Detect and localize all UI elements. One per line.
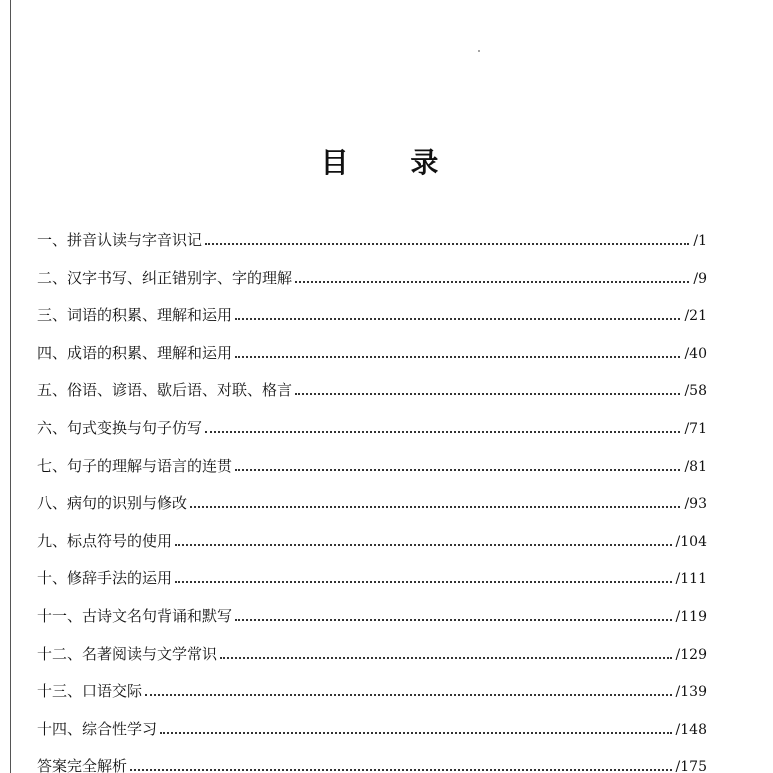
toc-dot-leader [235, 618, 672, 621]
toc-entry[interactable] [37, 752, 707, 773]
toc-page-number: /104 [675, 533, 707, 550]
toc-dot-leader [235, 468, 680, 471]
toc-page-number: /139 [675, 684, 707, 701]
toc-dot-leader [175, 543, 672, 546]
toc-entry[interactable] [37, 339, 707, 377]
toc-page-number: /9 [693, 270, 707, 287]
table-of-contents [37, 226, 707, 773]
toc-entry[interactable] [37, 527, 707, 565]
toc-entry-label: 十、修辞手法的运用 [37, 569, 173, 588]
toc-entry[interactable] [37, 452, 707, 490]
toc-dot-leader [235, 355, 680, 358]
toc-entry-label: 答案完全解析 [37, 757, 128, 773]
toc-entry[interactable] [37, 564, 707, 602]
toc-entry[interactable] [37, 715, 707, 753]
toc-dot-leader [130, 768, 672, 771]
toc-page-number: /175 [675, 759, 707, 773]
toc-page-number: /21 [684, 308, 707, 325]
toc-dot-leader [235, 317, 680, 320]
toc-dot-leader [205, 242, 689, 245]
toc-entry[interactable] [37, 264, 707, 302]
toc-dot-leader [295, 280, 689, 283]
toc-entry-label: 一、拼音认读与字音识记 [37, 231, 203, 249]
toc-dot-leader [190, 505, 680, 508]
toc-entry[interactable] [37, 677, 707, 715]
toc-page-number: /93 [684, 496, 707, 513]
toc-entry-label: 十四、综合性学习 [37, 719, 158, 738]
toc-page-number: /119 [675, 608, 707, 625]
toc-page-number: /81 [684, 458, 707, 475]
toc-entry[interactable] [37, 301, 707, 339]
toc-page-number: /1 [693, 233, 707, 249]
toc-page-number: /148 [675, 721, 707, 738]
toc-entry-label: 四、成语的积累、理解和运用 [37, 343, 233, 362]
toc-page-number: /58 [684, 383, 707, 400]
toc-entry[interactable] [37, 489, 707, 527]
toc-entry-label: 三、词语的积累、理解和运用 [37, 306, 233, 325]
toc-entry[interactable] [37, 376, 707, 414]
toc-dot-leader [295, 392, 680, 395]
toc-entry[interactable] [37, 414, 707, 452]
toc-entry[interactable] [37, 640, 707, 678]
toc-entry-label: 六、句式变换与句子仿写 [37, 418, 203, 437]
scan-speck [478, 50, 480, 52]
toc-entry-label: 十三、口语交际 [37, 682, 143, 701]
toc-page-number: /40 [684, 345, 707, 362]
toc-entry[interactable] [37, 226, 707, 264]
toc-entry-label: 七、句子的理解与语言的连贯 [37, 456, 233, 475]
toc-entry-label: 十一、古诗文名句背诵和默写 [37, 606, 233, 625]
toc-dot-leader [175, 580, 672, 583]
page-edge-line [10, 0, 11, 773]
toc-entry-label: 九、标点符号的使用 [37, 531, 173, 550]
toc-dot-leader [220, 656, 672, 659]
toc-page-number: /129 [675, 646, 707, 663]
toc-page-number: /71 [684, 420, 707, 437]
toc-entry[interactable] [37, 602, 707, 640]
toc-dot-leader [160, 731, 672, 734]
toc-entry-label: 八、病句的识别与修改 [37, 494, 188, 513]
toc-page-number: /111 [675, 571, 707, 588]
toc-dot-leader [205, 430, 680, 433]
toc-entry-label: 二、汉字书写、纠正错别字、字的理解 [37, 268, 293, 287]
toc-dot-leader [145, 693, 672, 696]
toc-entry-label: 十二、名著阅读与文学常识 [37, 644, 218, 663]
toc-entry-label: 五、俗语、谚语、歇后语、对联、格言 [37, 381, 293, 400]
page-title: 目 录 [320, 146, 465, 179]
